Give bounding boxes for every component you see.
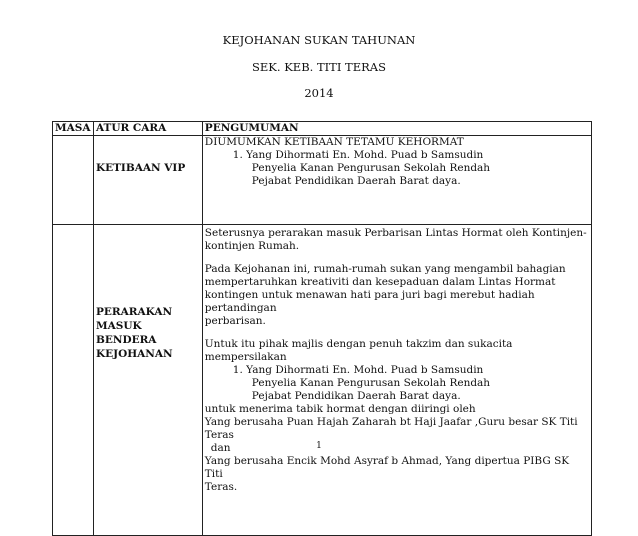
column-header-masa: MASA — [53, 122, 94, 136]
list-item — [205, 149, 589, 162]
column-header-pengumuman: PENGUMUMAN — [202, 122, 591, 136]
text-line: Untuk itu pihak majlis dengan penuh takzim dan sukacita mempersilakan — [204, 338, 513, 363]
announcement-heading: DIUMUMKAN KETIBAAN TETAMU KEHORMAT — [204, 136, 464, 148]
text-line: Yang berusaha Puan Hajah Zaharah bt Haji Jaafar ,Guru besar SK Titi Teras — [204, 416, 578, 441]
atur-cara-line: KEJOHANAN — [95, 348, 173, 360]
text-line: dan — [210, 442, 231, 454]
guest-name: Yang Dihormati En. Mohd. Puad b Samsudin — [246, 149, 484, 161]
table-header-row — [53, 122, 592, 136]
table-row — [53, 225, 592, 536]
pengumuman-cell — [202, 136, 591, 225]
guest-office: Pejabat Pendidikan Daerah Barat daya. — [251, 175, 461, 187]
text-line: kontinjen Rumah. — [204, 240, 300, 252]
text-line: perbarisan. — [204, 315, 266, 327]
text-line: Pada Kejohanan ini, rumah-rumah sukan yang mengambil bahagian — [204, 263, 566, 275]
column-header-atur-cara: ATUR CARA — [93, 122, 202, 136]
text-line: untuk menerima tabik hormat dengan diiringi oleh — [204, 403, 476, 415]
document-title: KEJOHANAN SUKAN TAHUNAN — [222, 33, 416, 47]
atur-cara-line: PERARAKAN — [95, 306, 173, 318]
text-line: Teras. — [204, 481, 238, 493]
list-number: 1. — [232, 364, 243, 376]
atur-cara-cell — [93, 225, 202, 536]
masa-cell — [53, 136, 94, 225]
atur-cara-line: MASUK — [95, 320, 142, 332]
document-year: 2014 — [304, 86, 334, 100]
atur-cara-cell: KETIBAAN VIP — [93, 136, 202, 225]
atur-cara-line: BENDERA — [95, 334, 157, 346]
school-name: SEK. KEB. TITI TERAS — [252, 60, 386, 74]
guest-position: Penyelia Kanan Pengurusan Sekolah Rendah — [251, 377, 491, 389]
text-line: mempertaruhkan kreativiti dan kesepaduan dalam Lintas Hormat — [204, 276, 556, 288]
pengumuman-cell — [202, 225, 591, 536]
text-line: kontingen untuk menawan hati para juri bagi merebut hadiah pertandingan — [204, 289, 535, 314]
list-number: 1. — [232, 149, 243, 161]
list-item — [205, 364, 589, 377]
program-table — [52, 121, 592, 536]
text-line: Seterusnya perarakan masuk Perbarisan Lintas Hormat oleh Kontinjen- — [204, 227, 587, 239]
masa-cell — [53, 225, 94, 536]
guest-office: Pejabat Pendidikan Daerah Barat daya. — [251, 390, 461, 402]
guest-position: Penyelia Kanan Pengurusan Sekolah Rendah — [251, 162, 491, 174]
page-number: 1 — [316, 441, 322, 451]
text-line: Yang berusaha Encik Mohd Asyraf b Ahmad, Yang dipertua PIBG SK Titi — [204, 455, 570, 480]
guest-name: Yang Dihormati En. Mohd. Puad b Samsudin — [246, 364, 484, 376]
table-row — [53, 136, 592, 225]
